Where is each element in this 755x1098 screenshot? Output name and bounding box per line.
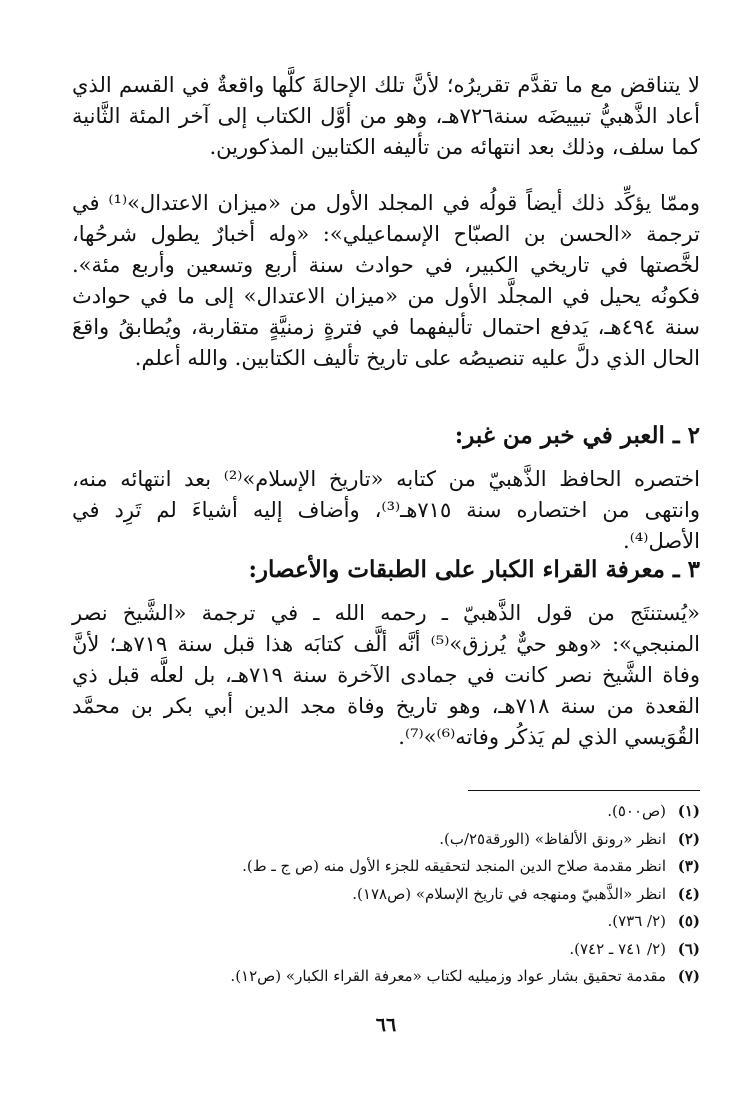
footnote-item	[72, 908, 700, 936]
footnotes-list	[72, 798, 700, 991]
footnote-text: (ص٥٠٠).	[607, 802, 666, 820]
footnote-text: مقدمة تحقيق بشار عواد وزميليه لكتاب «معرفة القراء الكبار» (ص١٢).	[230, 967, 666, 985]
footnote-text: انظر «رونق الألفاظ» (الورقة٢٥/ب).	[439, 829, 666, 848]
paragraph-1: لا يتناقض مع ما تقدَّم تقريرُه؛ لأنَّ تلك الإحالةَ كلَّها واقعةٌ في القسم الذي أعاد الذَّهبيُّ تبييضَه سنة٧٢٦هـ، وهو من أوَّل الكتاب إلى آخر المئة الثَّانية كما سلف، وذلك بعد انتهائه من تأليفه الكتابين المذكورين.	[72, 73, 700, 159]
footnote-item	[72, 826, 700, 854]
footnote-number: (٥)	[677, 912, 700, 930]
book-page	[72, 70, 700, 1070]
footnote-number: (٦)	[677, 939, 700, 958]
footnote-item	[72, 936, 700, 964]
footnote-number: (٤)	[677, 884, 700, 903]
footnote-item	[72, 853, 700, 881]
footnote-item	[72, 881, 700, 909]
section-heading-al-ibar: ٢ ـ العبر في خبر من غبر:	[454, 422, 700, 449]
footnote-number: (٧)	[677, 967, 700, 985]
paragraph-3: اختصره الحافظ الذَّهبيّ من كتابه «تاريخ الإسلام»⁽²⁾ بعد انتهائه منه، وانتهى من اختصاره سنة ٧١٥هـ⁽³⁾، وأضاف إليه أشياءَ لم تَرِد في الأصل⁽⁴⁾.	[72, 467, 700, 553]
section-heading-marifat-al-qurra: ٣ ـ معرفة القراء الكبار على الطبقات والأعصار:	[248, 556, 700, 583]
footnote-number: (١)	[677, 802, 700, 820]
paragraph-2: وممّا يؤكِّد ذلك أيضاً قولُه في المجلد الأول من «ميزان الاعتدال»⁽¹⁾ في ترجمة «الحسن بن الصبّاح الإسماعيلي»: «وله أخبارٌ يطول شرحُها، لخَّصتها في تاريخي الكبير، في حوادث سنة أربع وتسعين وأربع مئة». فكونُه يحيل في المجلَّد الأول من «ميزان الاعتدال» إلى ما في حوادث سنة ٤٩٤هـ، يَدفع احتمال تأليفهما في فترةٍ زمنيَّةٍ متقاربة، ويُطابقُ واقعَ الحال الذي دلَّ عليه تنصيصُه على تاريخ تأليف الكتابين. والله أعلم.	[72, 191, 700, 370]
footnote-text: انظر «الذَّهبيّ ومنهجه في تاريخ الإسلام» (ص١٧٨).	[352, 884, 666, 903]
footnote-item	[72, 963, 700, 991]
footnote-text: (٢/ ٧٤١ ـ ٧٤٢).	[569, 939, 666, 958]
footnote-text: انظر مقدمة صلاح الدين المنجد لتحقيقه للجزء الأول منه (ص ج ـ ط).	[242, 857, 666, 875]
page-number: ٦٦	[375, 1014, 397, 1036]
footnote-text: (٢/ ٧٣٦).	[607, 912, 666, 930]
footnote-number: (٢)	[677, 829, 700, 848]
footnote-item	[72, 798, 700, 826]
paragraph-4: «يُستنتَج من قول الذَّهبيّ ـ رحمه الله ـ في ترجمة «الشَّيخ نصر المنبجي»: «وهو حيٌّ يُرزق»⁽⁵⁾ أنَّه ألَّف كتابَه هذا قبل سنة ٧١٩هـ؛ لأنَّ وفاة الشَّيخ نصر كانت في جمادى الآخرة سنة ٧١٩هـ، بل لعلَّه قبل ذي القعدة من سنة ٧١٨هـ، وهو تاريخ وفاة مجد الدين أبي بكر بن محمَّد القُوَيسي الذي لم يَذكُر وفاته⁽⁶⁾»⁽⁷⁾.	[72, 601, 700, 749]
footnote-number: (٣)	[677, 857, 700, 875]
footnote-separator	[468, 790, 700, 791]
